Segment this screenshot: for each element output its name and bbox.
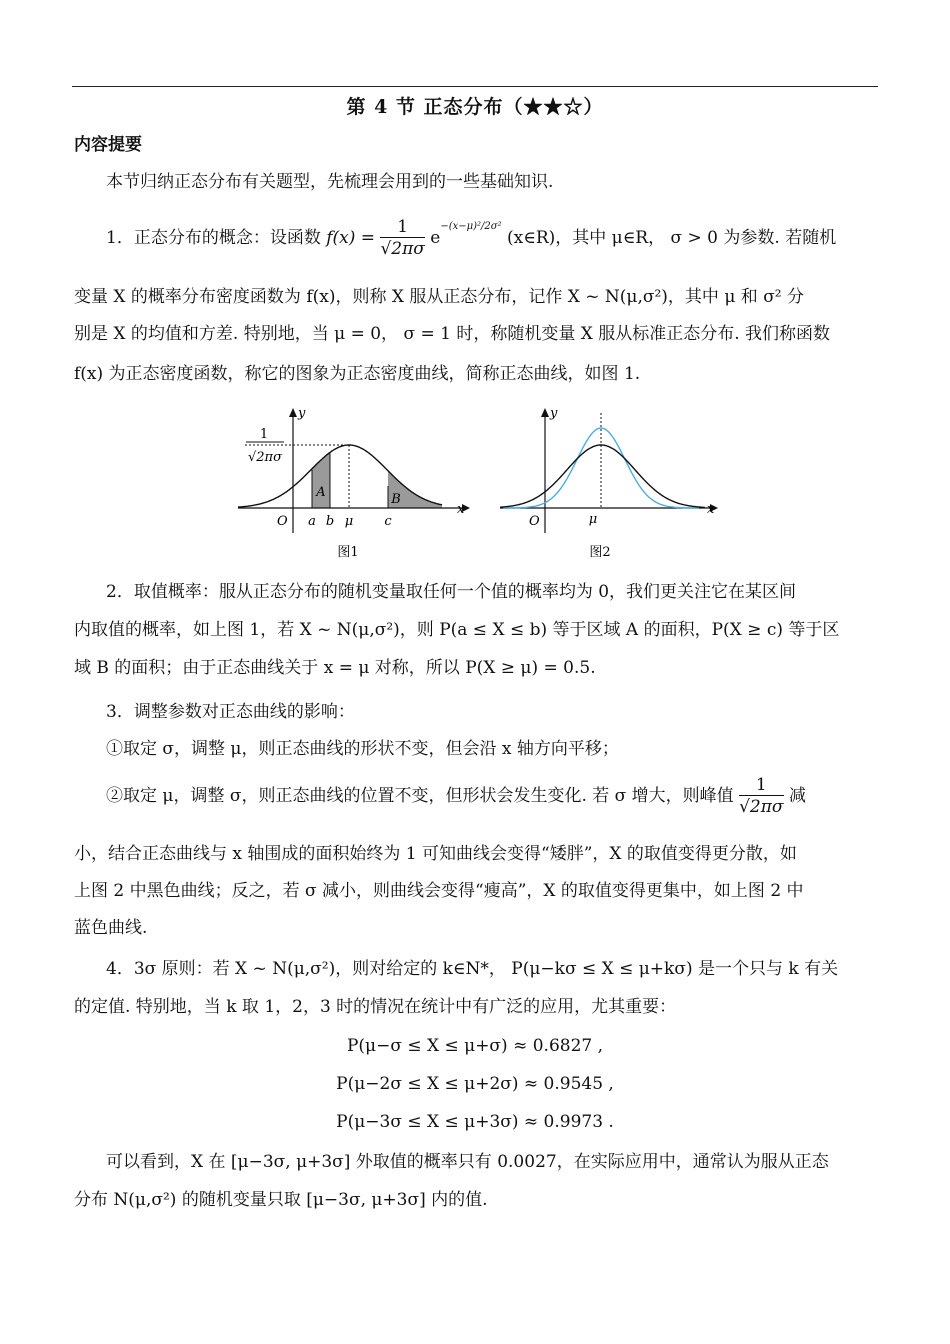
item3-heading: 3．调整参数对正态曲线的影响： bbox=[106, 702, 355, 722]
y-label: y bbox=[550, 406, 558, 421]
tick-b: b bbox=[325, 514, 335, 529]
wide-curve bbox=[500, 445, 705, 507]
y-arrow-icon bbox=[289, 408, 297, 417]
item3-line2: 小，结合正态曲线与 x 轴围成的面积始终为 1 可知曲线会变得“矮胖”，X 的取值变得更分散，如 bbox=[74, 844, 797, 864]
figure2-caption: 图2 bbox=[589, 545, 611, 560]
item4-line1: 4．3σ 原则：若 X ~ N(μ,σ²)，则对给定的 k∈N*， P(μ−kσ ≤ X ≤ μ+kσ) 是一个只与 k 有关 bbox=[106, 959, 839, 979]
tick-c: c bbox=[384, 514, 392, 529]
x-label: x bbox=[457, 502, 465, 517]
item2-line1: 2．取值概率：服从正态分布的随机变量取任何一个值的概率均为 0，我们更关注它在某区间 bbox=[106, 582, 797, 602]
tick-a: a bbox=[308, 514, 316, 529]
x-label: x bbox=[707, 502, 715, 517]
item4-line3: 可以看到，X 在 [μ−3σ, μ+3σ] 外取值的概率只有 0.0027，在实际应用中，通常认为服从正态 bbox=[106, 1152, 829, 1172]
item1-line1 bbox=[106, 210, 878, 260]
density-fraction: $\frac{1}{√2\pi\sigma}$ bbox=[380, 217, 425, 259]
item1-line4: f(x) 为正态密度函数，称它的图象为正态密度曲线，简称正态曲线，如图 1. bbox=[74, 364, 641, 384]
item3-line4: 蓝色曲线. bbox=[74, 918, 148, 938]
f-lhs: f(x) = bbox=[326, 228, 376, 248]
item3-bullet2: ②取定 μ，调整 σ，则正态曲线的位置不变，但形状会发生变化. 若 σ 增大，则峰值 $\frac{1}{√2\pi\sigma}$ 减 bbox=[106, 775, 806, 817]
item2-line2: 内取值的概率，如上图 1，若 X ~ N(μ,σ²)，则 P(a ≤ X ≤ b) 等于区域 A 的面积，P(X ≥ c) 等于区 bbox=[74, 620, 840, 640]
region-b-label: B bbox=[391, 492, 401, 507]
page-title: 第 4 节 正态分布（★★☆） bbox=[346, 96, 604, 118]
figure-2 bbox=[495, 405, 725, 565]
peak-denominator: √2πσ bbox=[248, 450, 282, 465]
item1-lead: 1．正态分布的概念：设函数 bbox=[106, 228, 321, 248]
item3-bullet1: ①取定 σ，调整 μ，则正态曲线的形状不变，但会沿 x 轴方向平移； bbox=[106, 739, 619, 759]
item1-domain: (x∈R)，其中 μ∈R， σ > 0 为参数. 若随机 bbox=[507, 228, 837, 248]
equation-2: P(μ−2σ ≤ X ≤ μ+2σ) ≈ 0.9545 , bbox=[336, 1074, 614, 1094]
exponent: −(x−μ)²/2σ² bbox=[440, 221, 502, 232]
y-label: y bbox=[298, 406, 306, 421]
figure-1 bbox=[230, 405, 480, 565]
peak-value-fraction: $\frac{1}{√2\pi\sigma}$ bbox=[739, 775, 784, 817]
top-rule bbox=[72, 86, 878, 87]
origin-label: O bbox=[277, 514, 288, 529]
item4-line4: 分布 N(μ,σ²) 的随机变量只取 [μ−3σ, μ+3σ] 内的值. bbox=[74, 1190, 488, 1210]
equation-1: P(μ−σ ≤ X ≤ μ+σ) ≈ 0.6827 , bbox=[346, 1036, 604, 1056]
peak-numerator: 1 bbox=[259, 427, 269, 442]
tick-mu: μ bbox=[344, 514, 354, 529]
item1-line2: 变量 X 的概率分布密度函数为 f(x)，则称 X 服从正态分布，记作 X ~ N(μ,σ²)，其中 μ 和 σ² 分 bbox=[74, 287, 805, 307]
item1-line3: 别是 X 的均值和方差. 特别地，当 μ = 0， σ = 1 时，称随机变量 X 服从标准正态分布. 我们称函数 bbox=[74, 324, 831, 344]
item3-line3: 上图 2 中黑色曲线；反之，若 σ 减小，则曲线会变得“瘦高”，X 的取值变得更集中，如上图 2 中 bbox=[74, 881, 804, 901]
item4-line2: 的定值. 特别地，当 k 取 1，2，3 时的情况在统计中有广泛的应用，尤其重要： bbox=[74, 997, 677, 1017]
intro-text: 本节归纳正态分布有关题型，先梳理会用到的一些基础知识. bbox=[106, 172, 554, 192]
e-symbol: e bbox=[430, 228, 441, 248]
narrow-curve bbox=[503, 428, 699, 508]
region-a-label: A bbox=[316, 485, 326, 500]
figure1-caption: 图1 bbox=[337, 545, 359, 560]
mu-label: μ bbox=[588, 512, 598, 527]
origin-label: O bbox=[529, 514, 540, 529]
section-heading: 内容提要 bbox=[74, 135, 142, 155]
equation-3: P(μ−3σ ≤ X ≤ μ+3σ) ≈ 0.9973 . bbox=[336, 1112, 614, 1132]
y-arrow-icon bbox=[541, 408, 549, 417]
item2-line3: 域 B 的面积；由于正态曲线关于 x = μ 对称，所以 P(X ≥ μ) = 0.5. bbox=[74, 658, 596, 678]
